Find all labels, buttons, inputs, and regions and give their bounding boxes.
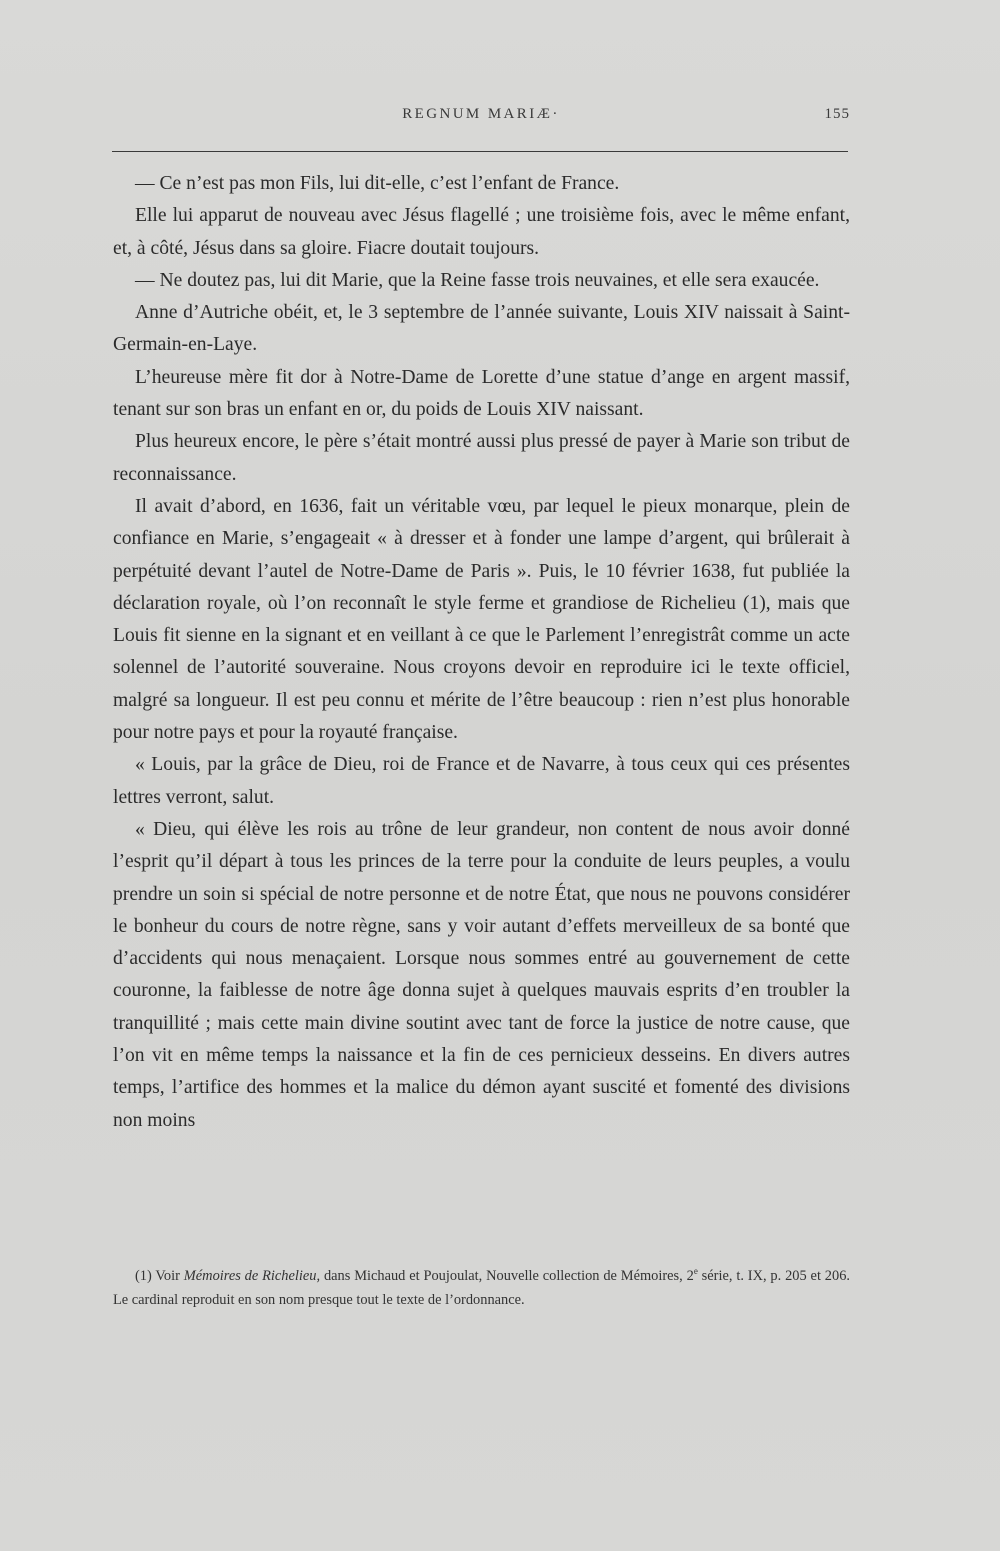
paragraph: L’heureuse mère fit dor à Notre-Dame de Lorette d’une statue d’ange en argent massif, tenant sur son bras un enfant en or, du poids de Louis XIV naissant. [113,366,850,421]
paragraph: Il avait d’abord, en 1636, fait un véritable vœu, par lequel le pieux monarque, plein de confiance en Marie, s’engageait « à dresser et à fonder une lampe d’argent, qui brûlerait à perpétuité devant l’autel de Notre-Dame de Paris ». Puis, le 10 février 1638, fut publiée la déclaration royale, où l’on reconnaît le style ferme et grandiose de Richelieu (1), mais que Louis fit sienne en la signant et en veillant à ce que le Parlement l’enregistrât comme un acte solennel de l’autorité souveraine. Nous croyons devoir en reproduire ici le texte officiel, malgré sa longueur. Il est peu connu et mérite de l’être beaucoup : rien n’est plus honorable pour notre pays et pour la royauté française. [113,495,850,744]
paragraph: — Ne doutez pas, lui dit Marie, que la Reine fasse trois neuvaines, et elle sera exaucée. [135,269,820,291]
footnote-text [113,1264,850,1312]
footnote-body-continued: série, t. IX, p. 205 et 206. Le cardinal reproduit en son nom presque tout le texte de l’ordonnance. [113,1268,850,1308]
body-text [113,168,850,1137]
footnote-italic-title: Mémoires de Richelieu, [183,1268,321,1284]
paragraph: — Ce n’est pas mon Fils, lui dit-elle, c’est l’enfant de France. [135,173,620,194]
footnote-superscript: e [693,1266,698,1277]
running-head [112,106,850,132]
paragraph: « Dieu, qui élève les rois au trône de leur grandeur, non content de nous avoir donné l’esprit qu’il départ à tous les princes de la terre pour la conduite de leurs peuples, a voulu prendre un soin si spécial de notre personne et de notre État, que nous ne pouvons considérer le bonheur du cours de notre règne, sans y voir autant d’effets merveilleux de sa bonté que d’accidents qui nous menaçaient. Lorsque nous sommes entré au gouvernement de cette couronne, la faiblesse de notre âge donna sujet à quelques mauvais esprits d’en troubler la tranquillité ; mais cette main divine soutint avec tant de force la justice de notre cause, que l’on vit en même temps la naissance et la fin de ces pernicieux desseins. En divers autres temps, l’artifice des hommes et la malice du démon ayant suscité et fomenté des divisions non moins [113,818,850,1131]
footnote [113,1264,850,1312]
page-number: 155 [824,106,850,122]
paragraph: Anne d’Autriche obéit, et, le 3 septembre de l’année suivante, Louis XIV naissait à Saint-Germain-en-Laye. [113,302,850,356]
header-rule [112,151,848,152]
paragraph: Elle lui apparut de nouveau avec Jésus flagellé ; une troisième fois, avec le même enfant, et, à côté, Jésus dans sa gloire. Fiacre doutait toujours. [113,205,850,259]
paragraph: Plus heureux encore, le père s’était montré aussi plus pressé de payer à Marie son tribut de reconnaissance. [113,431,850,485]
footnote-marker: (1) Voir [135,1268,184,1284]
footnote-body: dans Michaud et Poujoulat, Nouvelle collection de Mémoires, 2 [320,1268,694,1284]
running-title: REGNUM MARIÆ· [402,106,560,122]
paragraph: « Louis, par la grâce de Dieu, roi de France et de Navarre, à tous ceux qui ces présentes lettres verront, salut. [113,754,850,808]
